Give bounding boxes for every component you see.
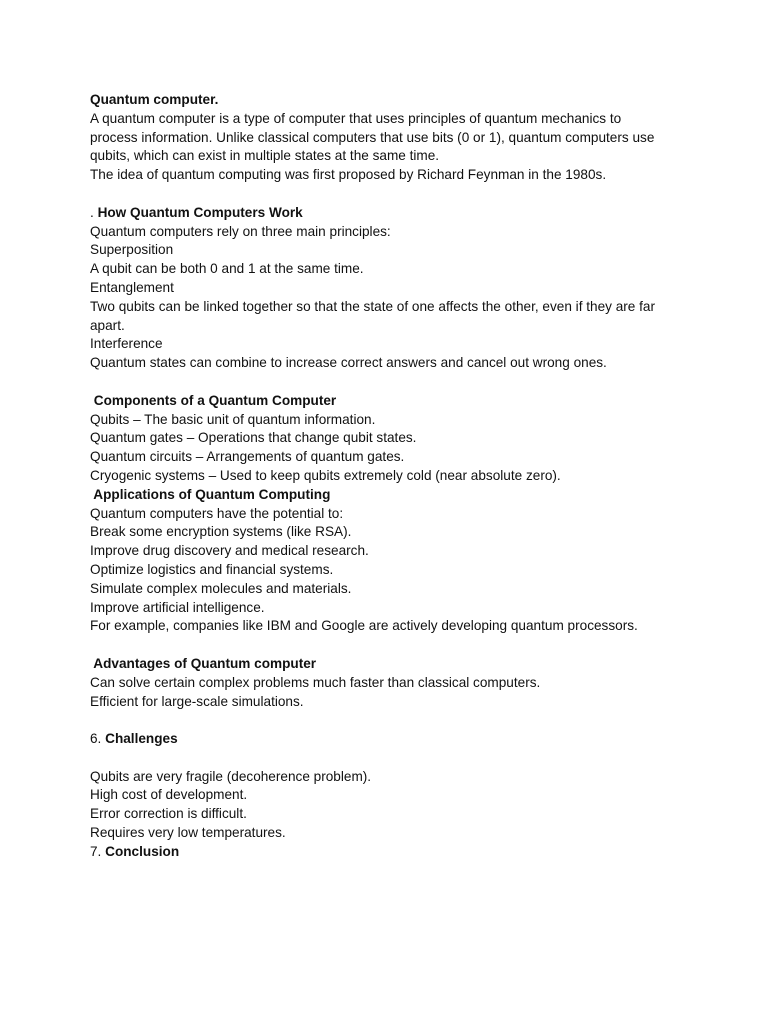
how-line: Interference [90, 336, 163, 352]
blank-line [90, 711, 680, 730]
blank-line [90, 749, 680, 768]
challenges-line: Qubits are very fragile (decoherence problem). [90, 768, 372, 784]
section-number: 6. [90, 731, 106, 747]
section-heading-components: Components of a Quantum Computer [90, 392, 337, 408]
intro-line: process information. Unlike classical computers that use bits (0 or 1), quantum computers use [90, 129, 655, 145]
components-line: Qubits – The basic unit of quantum information. [90, 411, 376, 427]
applications-line: Improve artificial intelligence. [90, 599, 265, 615]
advantages-line: Efficient for large-scale simulations. [90, 693, 304, 709]
document-title: Quantum computer. [90, 92, 219, 107]
section-number: 7. [90, 843, 106, 859]
how-line: Superposition [90, 242, 174, 258]
how-line: Quantum computers rely on three main principles: [90, 223, 391, 239]
document-body [90, 91, 680, 862]
how-line: A qubit can be both 0 and 1 at the same time. [90, 261, 364, 277]
section-heading-how-it-works [90, 204, 680, 223]
challenges-line: Requires very low temperatures. [90, 825, 286, 841]
applications-line: Optimize logistics and financial systems. [90, 561, 334, 577]
section-heading-conclusion [90, 843, 680, 862]
heading-text: Challenges [105, 731, 178, 747]
section-heading-advantages: Advantages of Quantum computer [90, 655, 317, 671]
advantages-line: Can solve certain complex problems much faster than classical computers. [90, 674, 541, 690]
how-line: Two qubits can be linked together so that the state of one affects the other, even if they are far [90, 298, 656, 314]
applications-line: Quantum computers have the potential to: [90, 505, 344, 521]
applications-line: Simulate complex molecules and materials. [90, 580, 352, 596]
components-line: Quantum gates – Operations that change qubit states. [90, 430, 417, 446]
heading-prefix: . [90, 204, 98, 220]
heading-text: How Quantum Computers Work [97, 204, 303, 220]
intro-line: A quantum computer is a type of computer that uses principles of quantum mechanics to [90, 110, 622, 126]
heading-text: Conclusion [105, 843, 180, 859]
how-line: Quantum states can combine to increase correct answers and cancel out wrong ones. [90, 355, 607, 371]
challenges-line: Error correction is difficult. [90, 806, 247, 822]
blank-line [90, 636, 680, 655]
how-line: apart. [90, 317, 125, 333]
applications-line: Improve drug discovery and medical research. [90, 543, 369, 559]
challenges-line: High cost of development. [90, 787, 248, 803]
intro-line: The idea of quantum computing was first proposed by Richard Feynman in the 1980s. [90, 167, 607, 183]
applications-line: Break some encryption systems (like RSA). [90, 524, 352, 540]
blank-line [90, 373, 680, 392]
components-line: Quantum circuits – Arrangements of quantum gates. [90, 449, 405, 465]
section-heading-challenges [90, 730, 680, 749]
components-line: Cryogenic systems – Used to keep qubits extremely cold (near absolute zero). [90, 467, 561, 483]
applications-line: For example, companies like IBM and Google are actively developing quantum processors. [90, 618, 638, 634]
section-heading-applications: Applications of Quantum Computing [90, 486, 331, 502]
intro-line: qubits, which can exist in multiple states at the same time. [90, 148, 440, 164]
how-line: Entanglement [90, 279, 174, 295]
blank-line [90, 185, 680, 204]
